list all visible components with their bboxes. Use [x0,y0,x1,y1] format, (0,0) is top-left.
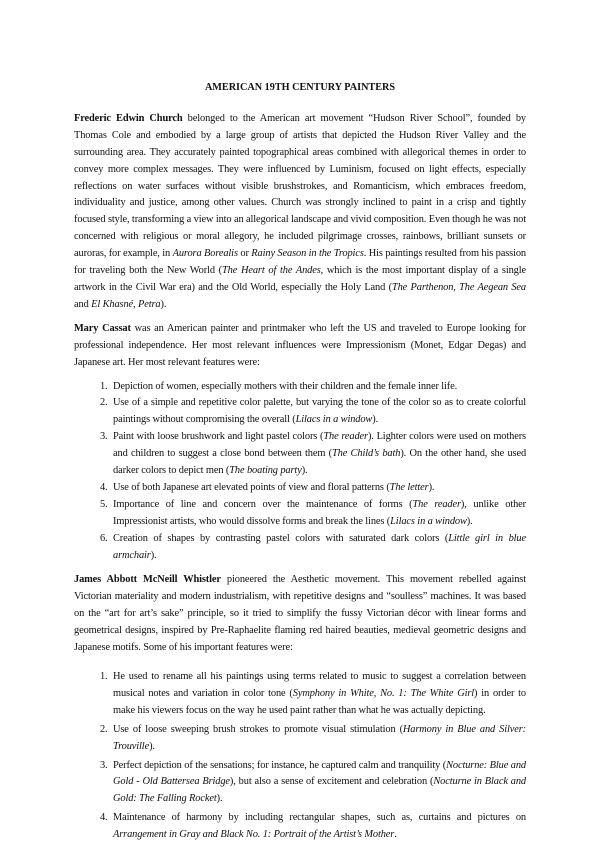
list-item [110,429,526,480]
work-title: The Heart of the Andes [222,265,321,277]
document-page [74,80,526,850]
work-title: The reader [323,431,368,443]
church-text: ). [160,298,167,310]
item-text: ). Lighter colors were used on mothers and children to suggest a close bond between them ( [113,431,526,460]
item-text: ). On the other hand, she used darker colors to depict men ( [113,448,527,477]
item-text: ). [428,481,435,493]
list-item [110,480,526,497]
item-text: Use of loose sweeping brush strokes to promote visual stimulation ( [113,723,403,735]
list-item [110,379,526,396]
item-text: ). [216,793,223,805]
cassat-features-list [74,379,526,565]
item-text: ). [466,515,473,527]
church-text: belonged to the American art movement “Hudson River School”, founded by Thomas Cole and embodied by a large group of artists that depicted the Hudson River Valley and the surrounding area. They accurately painted topographical areas combined with allegorical themes in order to convey more complex messages. They were influenced by Luminism, focused on light effects, especially reflections on water surfaces without visible brushstrokes, and Romanticism, which embraces freedom, individuality and justice, among other values. Church was strongly inclined to paint in a crisp and tightly focused style, transforming a view into an allegorical landscape and vivid composition. Even though he was not concerned with religious or moral allegory, he included pilgrimage crosses, rainbows, brilliant sunsets or auroras, for example, in [74,112,526,260]
item-text: Importance of line and concern over the maintenance of forms ( [113,498,413,510]
list-item [110,758,526,809]
item-text: ), but also a sense of excitement and celebration ( [229,776,434,788]
work-title: The boating party [229,465,302,477]
church-text: and [74,298,92,310]
cassat-text: was an American painter and printmaker who left the US and traveled to Europe looking for professional independence. Her most relevant influences were Impressionism (Monet, Edgar Degas) and Japanese art. Her most relevant features were: [74,322,526,368]
document-title: AMERICAN 19TH CENTURY PAINTERS [204,82,396,93]
work-title: The letter [389,481,429,493]
work-title: Arrangement in Gray and Black No. 1: Portrait of the Artist’s Mother [113,829,395,841]
cassat-name: Mary Cassat [74,322,131,334]
church-paragraph [74,111,526,314]
list-item [110,722,526,756]
list-item [110,669,526,720]
item-text: Perfect depiction of the sensations; for instance, he captured calm and tranquility ( [113,759,447,771]
church-text: . His paintings resulted from his passion for traveling both the New World ( [74,248,527,277]
item-text: Use of a simple and repetitive color palette, but varying the tone of the color so as to create colorful paintings without compromising the overall ( [113,397,526,426]
work-title: Aurora Borealis [172,248,238,260]
item-text: He used to rename all his paintings using terms related to music to suggest a correlation between musical notes and variation in color tone ( [113,671,526,699]
work-title: Symphony in White, No. 1: The White Girl [292,687,475,699]
work-title: The reader [412,498,461,510]
work-title: The Parthenon, The Aegean Sea [391,281,526,293]
work-title: The Child’s bath [331,448,401,460]
cassat-paragraph [74,321,526,372]
church-name: Frederic Edwin Church [74,112,183,124]
item-text: Paint with loose brushwork and light pastel colors ( [113,431,324,443]
work-title: Little girl in blue armchair [113,532,527,561]
item-text: . [394,829,397,841]
list-item [110,810,526,844]
whistler-name: James Abbott McNeill Whistler [74,574,221,586]
list-item [110,497,526,531]
work-title: Lilacs in a window [295,414,373,426]
whistler-text: pioneered the Aesthetic movement. This movement rebelled against Victorian materiality and modern industrialism, with repetitive designs and “soulless” machines. It was based on the “art for art’s sake” principle, so it tried to simplify the fussy Victorian décor with linear forms and geometrical designs, inspired by Pre-Raphaelite flaming red haired beauties, medieval geometric designs and Japanese motifs. Some of his important features were: [74,574,526,654]
work-title: Lilacs in a window [390,515,467,527]
item-text: Use of both Japanese art elevated points of view and floral patterns ( [113,481,390,493]
item-text: ). [150,549,157,561]
item-text: ). [372,414,379,426]
work-title: Harmony in Blue and Silver: Trouville [113,723,526,752]
item-text: Depiction of women, especially mothers with their children and the female inner life. [113,380,458,392]
item-text: ) in order to make his viewers focus on the way he used paint rather than what he was actually depicting. [113,687,526,716]
item-text: Maintenance of harmony by including rectangular shapes, such as, curtains and pictures on [113,812,526,824]
church-text: or [237,248,252,260]
whistler-paragraph [74,572,526,657]
list-item [110,531,526,565]
item-text: ). [301,465,308,477]
whistler-features-list [74,669,526,844]
work-title: Rainy Season in the Tropics [251,248,364,260]
work-title: El Khasné, Petra [91,298,161,310]
item-text: ). [149,740,155,752]
church-text: , which is the most important display of a single artwork in the Civil War era) and the Old World, especially the Holy Land ( [74,265,526,293]
work-title: Nocturne: Blue and Gold - Old Battersea Bridge [113,759,526,788]
work-title: Nocturne in Black and Gold: The Falling Rocket [113,776,526,805]
item-text: Creation of shapes by contrasting pastel colors with saturated dark colors ( [113,532,449,544]
list-item [110,395,526,429]
item-text: ), unlike other Impressionist artists, who would dissolve forms and break the lines ( [113,498,526,527]
